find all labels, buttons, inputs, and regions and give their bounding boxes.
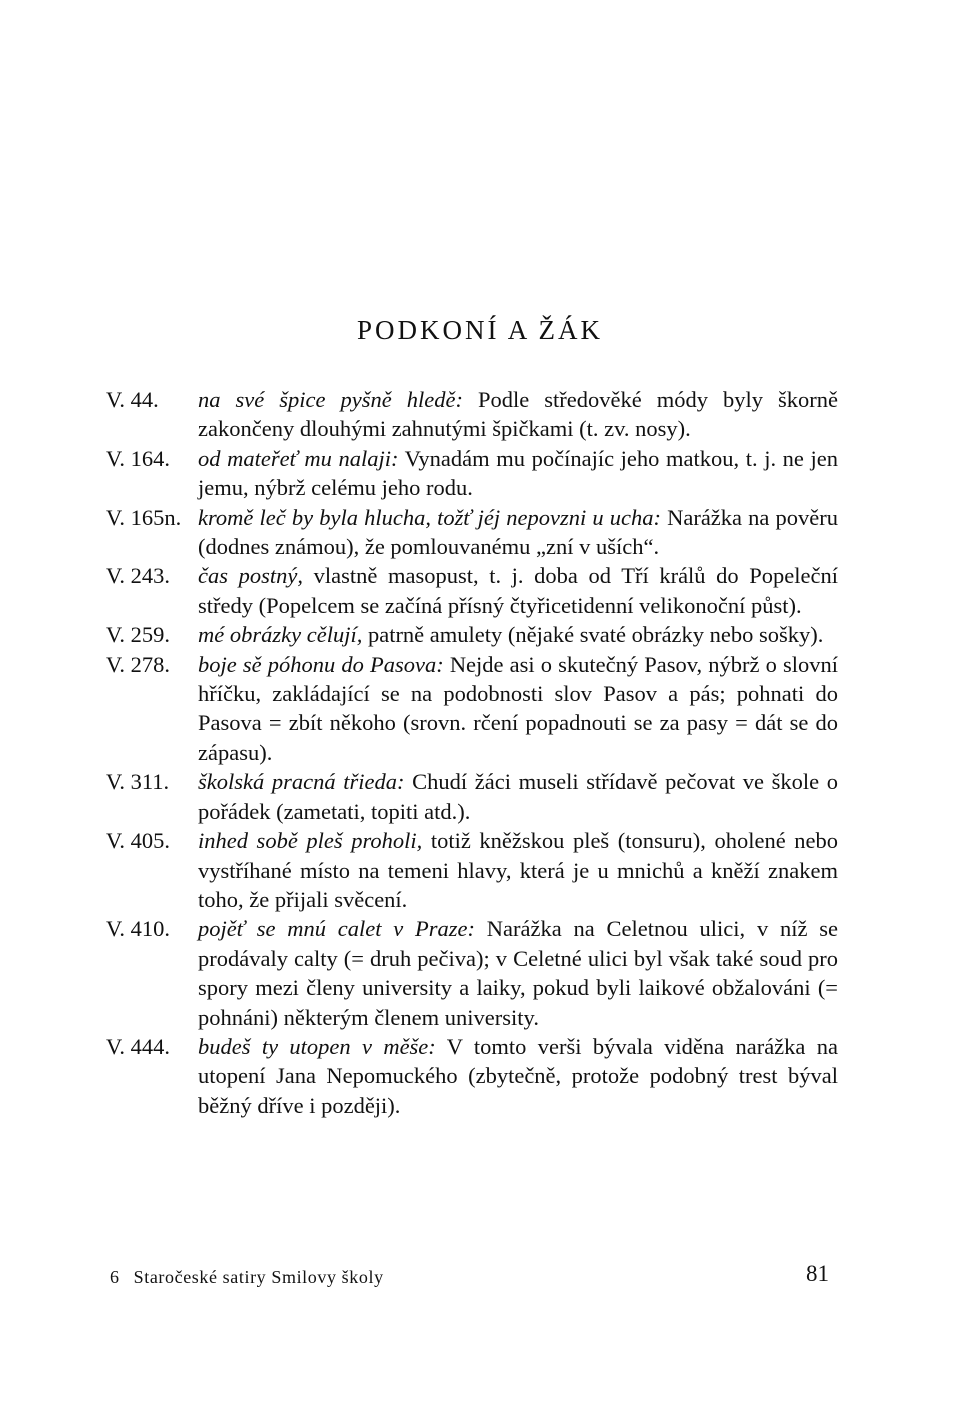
note-item [106,503,838,562]
verse-number: V. 165n. [106,504,182,530]
note-lemma: kromě leč by byla hlucha, tožť jéj nepovzni u ucha: [198,504,661,530]
note-item [106,650,838,768]
note-lemma: na své špice pyšně hledě: [198,387,463,412]
note-item [106,385,838,444]
note-lemma: čas postný, [198,563,303,589]
verse-number: V. 405. [106,828,170,854]
verse-number: V. 164. [106,445,170,471]
signature-number: 6 [110,1267,120,1287]
note-item [106,826,838,914]
note-text: vlastně masopust, t. j. doba od Tří králů do Popeleční středy (Popelcem se začíná přísný čtyřicetidenní velikonoční půst). [198,563,839,618]
note-lemma: od mateřeť mu nalaji: [198,445,399,471]
verse-number: V. 311. [106,769,170,795]
note-lemma: mé obrázky cělují, [198,622,363,648]
note-item [106,620,838,649]
page-number: 81 [806,1261,829,1286]
note-item [106,444,838,503]
note-lemma: školská pracná třieda: [198,769,405,795]
note-text: Chudí žáci museli střídavě pečovat ve škole o pořádek (zametati, topiti atd.). [198,769,838,824]
note-item [106,1032,838,1120]
verse-number: V. 278. [106,651,170,677]
note-item [106,561,838,620]
note-text: Vynadám mu počínajíc jeho matkou, t. j. ne jen jemu, nýbrž celému jeho rodu. [198,445,838,501]
signature-title: Staročeské satiry Smilovy školy [133,1267,384,1287]
note-text: Narážka na Celetnou ulici, v níž se prodávaly calty (= druh pečiva); v Celetné ulici byl však také soud pro spory mezi členy university a laiky, pokud byli laikové obžalováni (= pohnáni) některým členem university. [198,916,838,1030]
note-text: Podle středověké módy byly škorně zakončeny dlouhými zahnutými špičkami (t. zv. nosy). [198,387,838,442]
notes-list [106,385,838,1120]
verse-number: V. 44. [106,387,159,412]
verse-number: V. 444. [106,1033,170,1059]
note-text: patrně amulety (nějaké svaté obrázky nebo sošky). [367,622,824,648]
note-item [106,914,838,1032]
note-text: totiž kněžskou pleš (tonsuru), oholené nebo vystříhané místo na temeni hlavy, která je u mnichů a kněží znakem toho, že přijali svěcení. [198,828,838,912]
note-lemma: budeš ty utopen v měše: [198,1033,436,1059]
note-item [106,767,838,826]
verse-number: V. 410. [106,916,170,942]
note-lemma: inhed sobě pleš proholi, [198,828,423,854]
note-lemma: pojěť se mnú calet v Praze: [198,916,476,942]
note-text: Narážka na pověru (dodnes známou), že pomlouvanému „zní v uších“. [198,504,838,560]
note-lemma: boje sě póhonu do Pasova: [198,651,444,677]
note-text: Nejde asi o skutečný Pasov, nýbrž o slovní hříčku, zakládající se na podobnosti slov Pasov a pás; pohnati do Pasova = zbít někoho (srovn. rčení popadnouti se za pasy = dát se do zápasu). [198,651,838,765]
printer-signature [110,1265,384,1289]
note-text: V tomto verši bývala viděna narážka na utopení Jana Nepomuckého (zbytečně, protože podobný trest býval běžný dříve i později). [198,1033,838,1118]
verse-number: V. 243. [106,563,170,589]
page-title: PODKONÍ A ŽÁK [356,315,603,345]
verse-number: V. 259. [106,622,170,648]
